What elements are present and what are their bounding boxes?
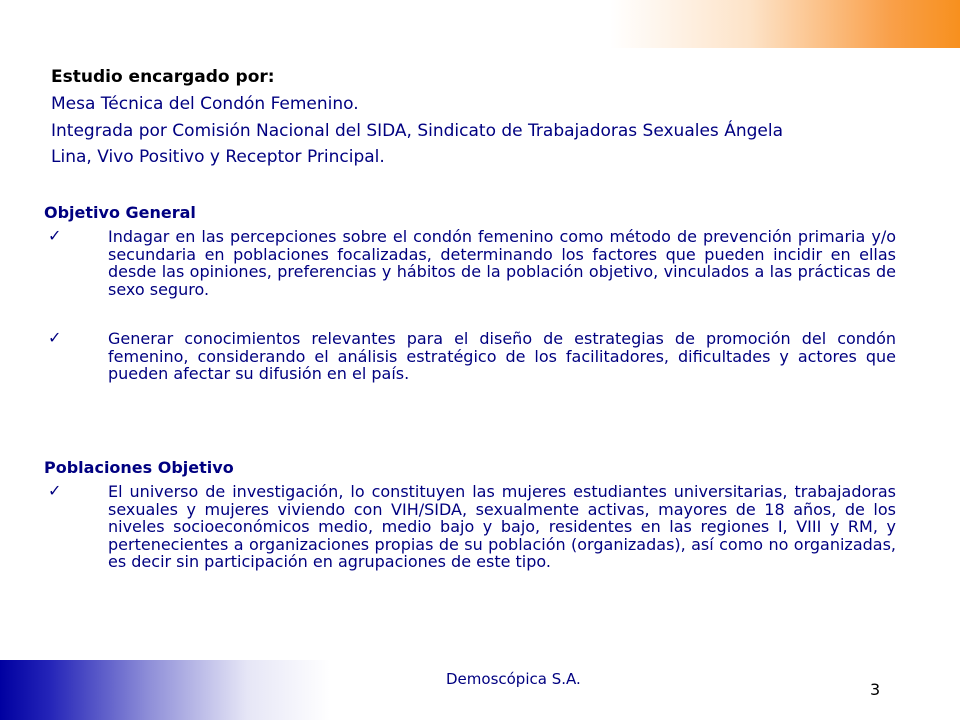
checkmark-icon: ✓: [48, 328, 62, 347]
commissioned-by-line-2: Integrada por Comisión Nacional del SIDA, Sindicato de Trabajadoras Sexuales Ángela: [51, 120, 783, 141]
objetivo-item-1: [44, 228, 896, 298]
commissioned-by-line-1: Mesa Técnica del Condón Femenino.: [51, 94, 359, 114]
poblaciones-item-1-text: El universo de investigación, lo constituyen las mujeres estudiantes universitarias, trabajadoras sexuales y mujeres viviendo con VIH/SIDA, sexualmente activas, mayores de 18 años, de los niveles socioeconómicos medio, medio bajo y bajo, residentes en las regiones I, VIII y RM, y pertenecientes a organizaciones propias de su población (organizadas), así como no organizadas, es decir sin participación en agrupaciones de este tipo.: [108, 482, 896, 571]
objetivo-item-1-text: Indagar en las percepciones sobre el condón femenino como método de prevención primaria y/o secundaria en poblaciones focalizadas, determinando los factores que pueden incidir en ellas desde las opiniones, preferencias y hábitos de la población objetivo, vinculados a las prácticas de sexo seguro.: [108, 227, 896, 299]
footer-company-name: Demoscópica S.A.: [446, 670, 581, 688]
checkmark-icon: ✓: [48, 481, 62, 500]
bottom-blue-gradient-bar: [0, 660, 330, 720]
objetivo-general-title: Objetivo General: [44, 203, 196, 222]
commissioned-by-block: [51, 64, 931, 171]
commissioned-by-title: Estudio encargado por:: [51, 67, 275, 87]
poblaciones-objetivo-section: [44, 457, 896, 571]
objetivo-item-2: [44, 330, 896, 383]
objetivo-general-section: [44, 202, 896, 383]
top-orange-gradient-bar: [610, 0, 960, 48]
page-number: 3: [870, 680, 881, 699]
objetivo-item-2-text: Generar conocimientos relevantes para el diseño de estrategias de promoción del condón femenino, considerando el análisis estratégico de los facilitadores, dificultades y actores que pueden afectar su difusión en el país.: [108, 329, 896, 383]
poblaciones-objetivo-title: Poblaciones Objetivo: [44, 458, 234, 477]
checkmark-icon: ✓: [48, 226, 62, 245]
commissioned-by-line-3: Lina, Vivo Positivo y Receptor Principal.: [51, 147, 385, 167]
poblaciones-item-1: [44, 483, 896, 571]
